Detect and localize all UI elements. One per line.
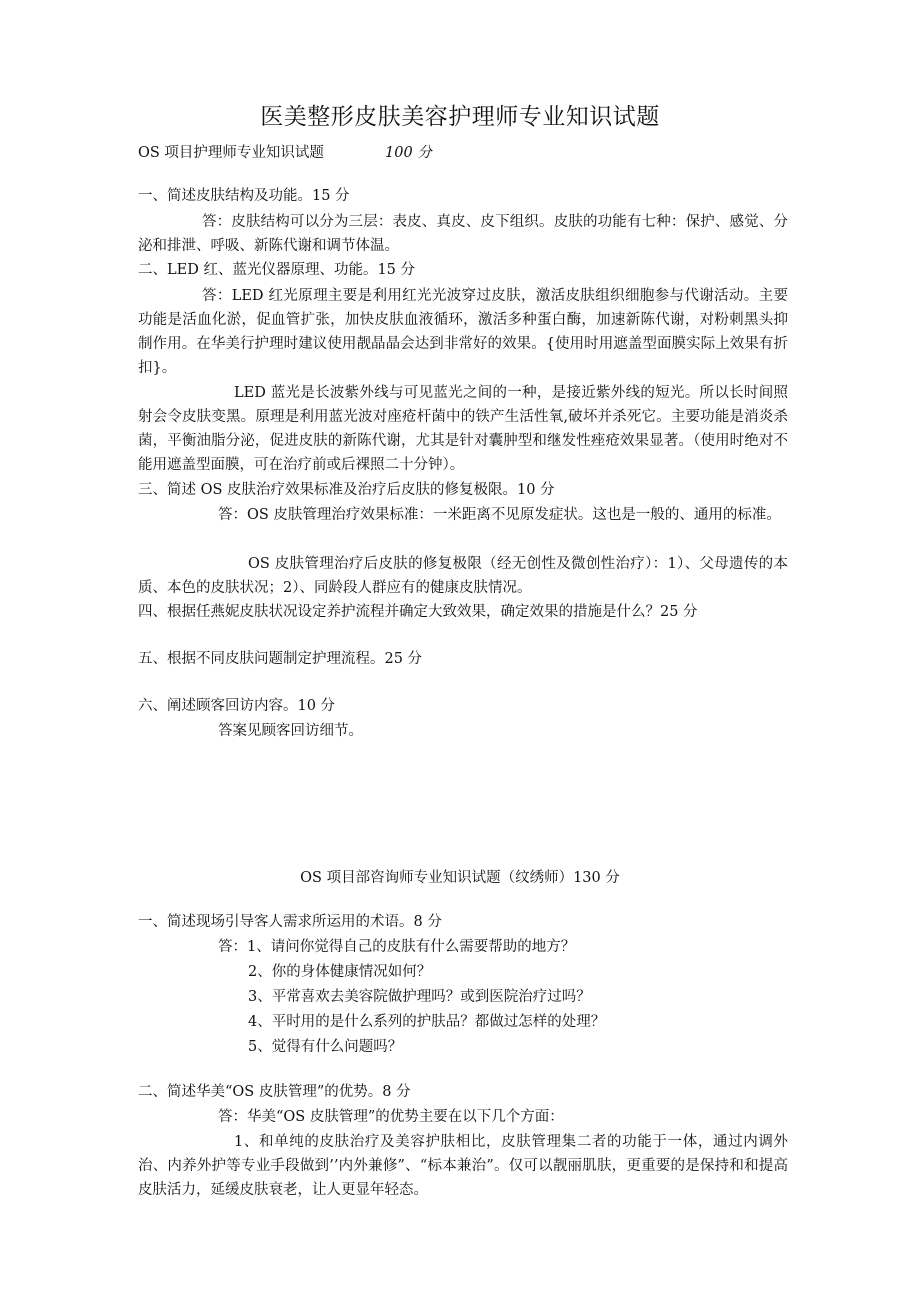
s2-answer-2-point-1: 1、和单纯的皮肤治疗及美容护肤相比，皮肤管理集二者的功能于一体，通过内调外治、内养外护等专业手段做到’’内外兼修”、“标本兼治”。仅可以靓丽肌肤，更重要的是保持和和提高皮肤活力，延缓皮肤衰老，让人更显年轻态。 [138,1134,788,1198]
document-title: 医美整形皮肤美容护理师专业知识试题 [260,104,660,130]
s2-answer-1-item: 2、你的身体健康情况如何？ [248,964,432,980]
s1-question-2: 二、LED 红、蓝光仪器原理、功能。15 分 [138,262,416,278]
s1-question-6: 六、阐述顾客回访内容。10 分 [138,698,336,714]
section1-subtitle [138,141,432,162]
section1-score: 100 分 [385,145,432,161]
s1-answer-3-standard: 答：OS 皮肤管理治疗效果标准：一米距离不见原发症状。这也是一般的、通用的标准。 [218,507,781,523]
s2-question-2: 二、简述华美“OS 皮肤管理”的优势。8 分 [138,1084,411,1100]
s1-answer-2-red-light: 答：LED 红光原理主要是利用红光光波穿过皮肤，激活皮肤组织细胞参与代谢活动。主要功能是活血化淤，促血管扩张，加快皮肤血液循环，激活多种蛋白酶，加速新陈代谢，对粉刺黑头抑制作用。在华美行护理时建议使用靓晶晶会达到非常好的效果。{使用时用遮盖型面膜实际上效果有折扣}。 [138,288,788,376]
section1-subtitle-text: OS 项目护理师专业知识试题 [138,145,324,161]
s1-answer-3-limit: OS 皮肤管理治疗后皮肤的修复极限（经无创性及微创性治疗）：1）、父母遗传的本质、本色的皮肤状况；2）、同龄段人群应有的健康皮肤情况。 [138,556,788,596]
s2-answer-1-item: 答：1、请问你觉得自己的皮肤有什么需要帮助的地方？ [218,939,576,955]
s2-answer-1-item: 5、觉得有什么问题吗？ [248,1039,403,1055]
s1-question-5: 五、根据不同皮肤问题制定护理流程。25 分 [138,651,423,667]
s1-answer-6: 答案见顾客回访细节。 [218,723,363,739]
s2-answer-1-item: 4、平时用的是什么系列的护肤品？都做过怎样的处理？ [248,1014,606,1030]
s1-question-3: 三、简述 OS 皮肤治疗效果标准及治疗后皮肤的修复极限。10 分 [138,482,555,498]
s2-answer-2-intro: 答：华美“OS 皮肤管理”的优势主要在以下几个方面： [218,1109,564,1125]
s1-question-4: 四、根据任燕妮皮肤状况设定养护流程并确定大致效果，确定效果的措施是什么？25 分 [138,604,698,620]
s1-answer-1: 答：皮肤结构可以分为三层：表皮、真皮、皮下组织。皮肤的功能有七种：保护、感觉、分泌和排泄、呼吸、新陈代谢和调节体温。 [138,214,788,254]
s2-question-1: 一、简述现场引导客人需求所运用的术语。8 分 [138,914,442,930]
s2-answer-1-item: 3、平常喜欢去美容院做护理吗？或到医院治疗过吗？ [248,989,591,1005]
s1-answer-2-blue-light: LED 蓝光是长波紫外线与可见蓝光之间的一种，是接近紫外线的短光。所以长时间照射会令皮肤变黑。原理是利用蓝光波对座疮杆菌中的铁产生活性氧,破坏并杀死它。主要功能是消炎杀菌，平衡油脂分泌，促进皮肤的新陈代谢，尤其是针对囊肿型和继发性痤疮效果显著。（使用时绝对不能用遮盖型面膜，可在治疗前或后裸照二十分钟）。 [138,385,788,473]
s1-question-1: 一、简述皮肤结构及功能。15 分 [138,188,350,204]
section2-subtitle: OS 项目部咨询师专业知识试题（纹绣师）130 分 [300,870,620,886]
